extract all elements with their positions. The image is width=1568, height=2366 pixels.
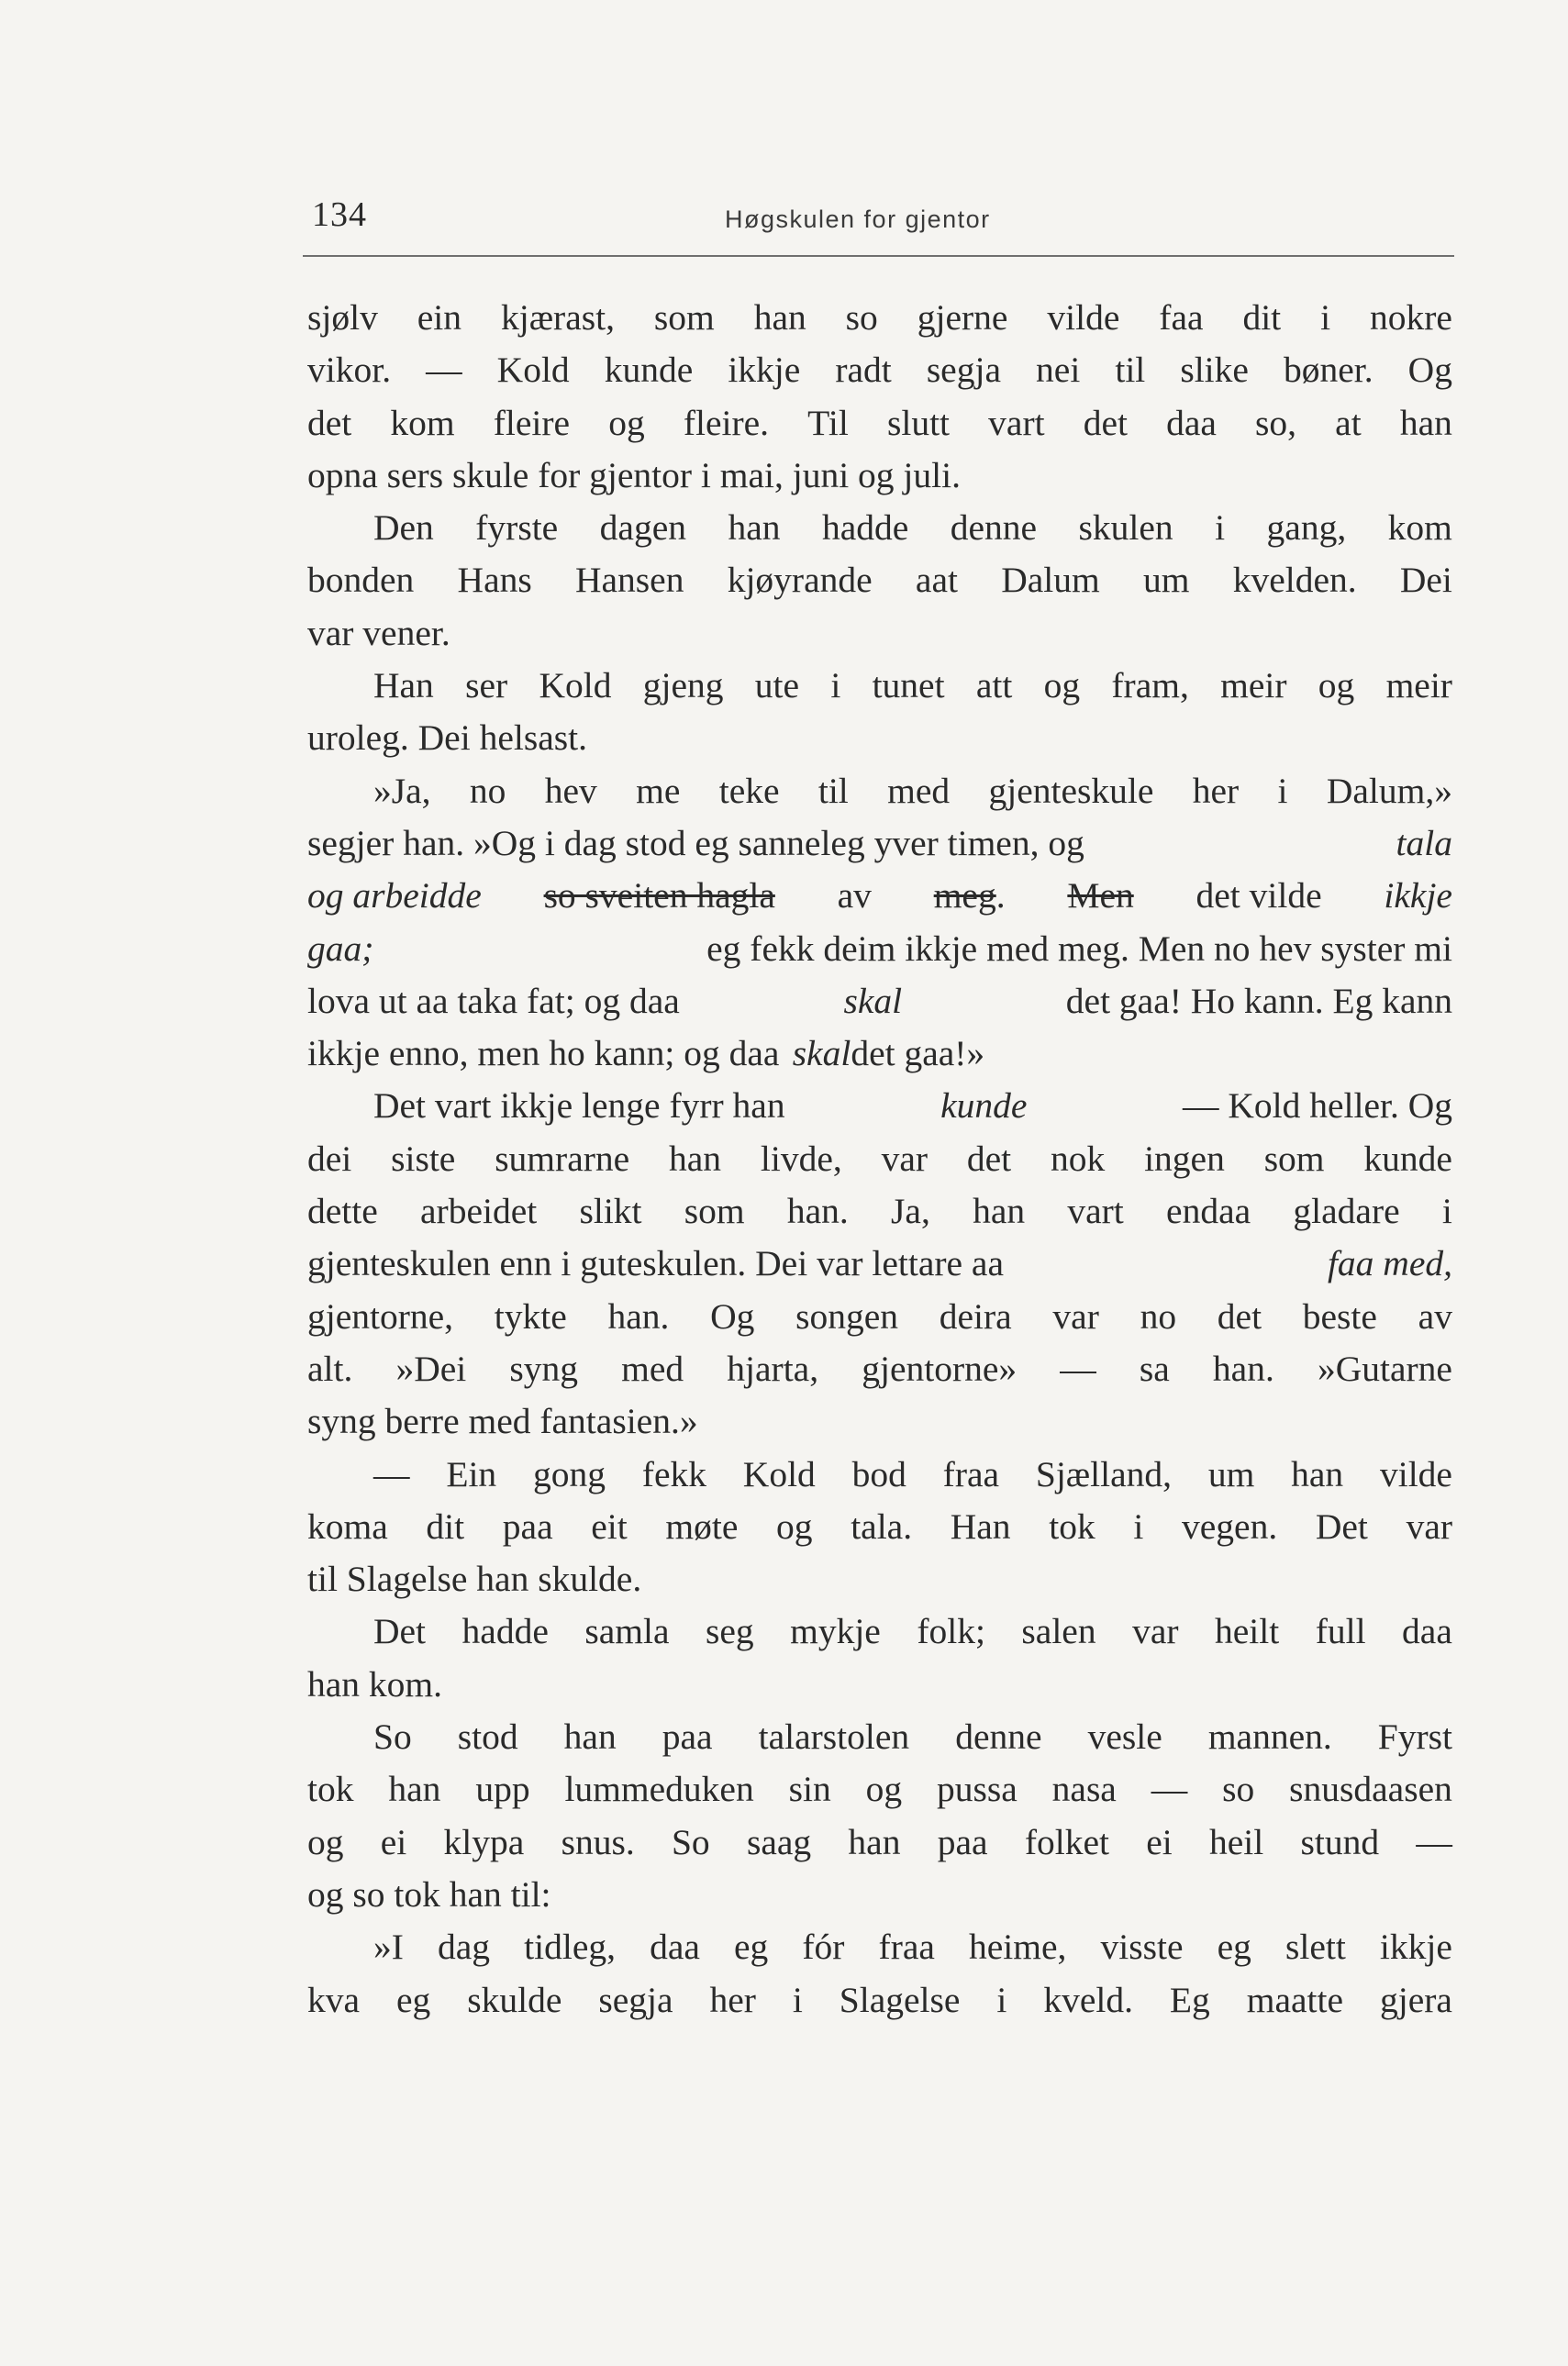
text-line: — Ein gong fekk Kold bod fraa Sjælland, um han vilde (373, 1453, 1452, 1494)
text-line: Det hadde samla seg mykje folk; salen var heilt full daa (373, 1611, 1452, 1652)
text-line: So stod han paa talarstolen denne vesle mannen. Fyrst (373, 1716, 1452, 1758)
text-line: sjølv ein kjærast, som han so gjerne vilde faa dit i nokre (307, 297, 1452, 338)
text-line: og arbeidde so sveiten hagla av meg. Men det vilde ikkje (307, 875, 1452, 916)
text-line: gjentorne, tykte han. Og songen deira var no det beste av (307, 1295, 1452, 1337)
text-line: tok han upp lummeduken sin og pussa nasa — so snusdaasen (307, 1769, 1452, 1810)
text-line: koma dit paa eit møte og tala. Han tok i vegen. Det var (307, 1505, 1452, 1547)
text-line: han kom. (307, 1663, 443, 1705)
page-header (303, 194, 1454, 259)
text-line: opna sers skule for gjentor i mai, juni og juli. (307, 454, 961, 495)
text-line: alt. »Dei syng med hjarta, gjentorne» — sa han. »Gutarne (307, 1348, 1452, 1389)
running-head: Høgskulen for gjentor (725, 205, 991, 233)
text-line: kva eg skulde segja her i Slagelse i kveld. Eg maatte gjera (307, 1979, 1452, 2020)
text-line: syng berre med fantasien.» (307, 1401, 698, 1442)
text-line: dei siste sumrarne han livde, var det nok ingen som kunde (307, 1138, 1452, 1179)
text-line: gaa; eg fekk deim ikkje med meg. Men no hev syster mi (307, 928, 1452, 969)
page-number: 134 (312, 195, 367, 234)
text-line: »Ja, no hev me teke til med gjenteskule her i Dalum,» (373, 770, 1452, 811)
text-line: og ei klypa snus. So saag han paa folket ei heil stund — (307, 1821, 1452, 1862)
text-line: lova ut aa taka fat; og daa skal det gaa! Ho kann. Eg kann (307, 980, 1452, 1021)
text-line: ikkje enno, men ho kann; og daa skal det gaa!» (307, 1033, 985, 1074)
text-line: det kom fleire og fleire. Til slutt vart det daa so, at han (307, 402, 1452, 443)
text-line: dette arbeidet slikt som han. Ja, han vart endaa gladare i (307, 1191, 1452, 1232)
text-line: segjer han. »Og i dag stod eg sanneleg yver timen, og tala (307, 822, 1452, 863)
text-line: Det vart ikkje lenge fyrr han kunde — Kold heller. Og (373, 1085, 1452, 1127)
text-line: uroleg. Dei helsast. (307, 717, 587, 759)
text-line: bonden Hans Hansen kjøyrande aat Dalum um kvelden. Dei (307, 560, 1452, 601)
body-text (307, 292, 1452, 2027)
text-line: til Slagelse han skulde. (307, 1559, 642, 1600)
text-line: »I dag tidleg, daa eg fór fraa heime, visste eg slett ikkje (373, 1927, 1452, 1968)
text-line: Den fyrste dagen han hadde denne skulen i gang, kom (373, 507, 1452, 549)
text-line: gjenteskulen enn i guteskulen. Dei var lettare aa faa med, (307, 1243, 1452, 1284)
text-line: Han ser Kold gjeng ute i tunet att og fram, meir og meir (373, 665, 1452, 706)
text-line: var vener. (307, 612, 450, 653)
header-rule (303, 255, 1454, 257)
text-line: og so tok han til: (307, 1873, 551, 1915)
text-line: vikor. — Kold kunde ikkje radt segja nei til slike bøner. Og (307, 350, 1452, 391)
